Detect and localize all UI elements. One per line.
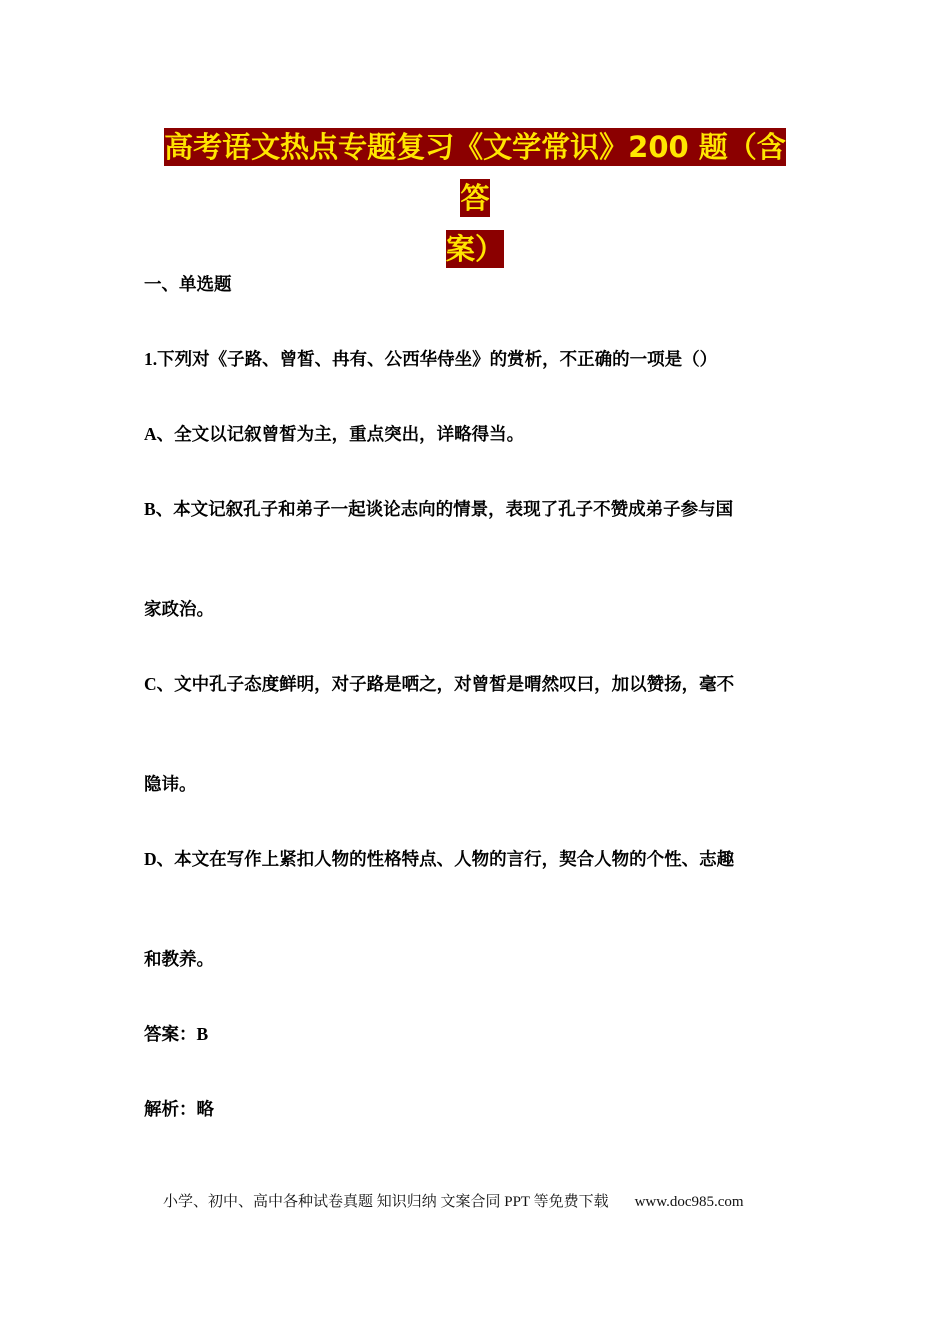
- analysis-value: 略: [196, 1100, 214, 1120]
- question-stem: [144, 346, 717, 371]
- analysis: [144, 1096, 214, 1121]
- option-c: [144, 671, 734, 696]
- option-a-text: 、全文以记叙曾皙为主，重点突出，详略得当。: [156, 425, 525, 445]
- footer-text: 小学、初中、高中各种试卷真题 知识归纳 文案合同 PPT 等免费下载: [163, 1194, 609, 1210]
- answer: [144, 1021, 208, 1046]
- answer-label: 答案：: [144, 1025, 197, 1045]
- document-title: [150, 124, 800, 277]
- option-c-letter: C: [144, 674, 157, 694]
- option-d: [144, 846, 734, 871]
- option-a: [144, 421, 524, 446]
- question-stem-text: 下列对《子路、曾皙、冉有、公西华侍坐》的赏析，不正确的一项是（）: [157, 350, 718, 370]
- option-b-text-line1: 、本文记叙孔子和弟子一起谈论志向的情景，表现了孔子不赞成弟子参与国: [155, 500, 734, 520]
- option-b-text-line2: 家政治。: [144, 600, 214, 620]
- question-number: 1.: [144, 349, 158, 369]
- answer-value: B: [196, 1024, 209, 1044]
- option-c-text-line1: 、文中孔子态度鲜明，对子路是哂之，对曾皙是喟然叹曰，加以赞扬，毫不: [156, 675, 735, 695]
- option-d-letter: D: [144, 849, 157, 869]
- option-c-text-line2: 隐讳。: [144, 775, 197, 795]
- option-a-letter: A: [144, 424, 157, 444]
- footer-url[interactable]: www.doc985.com: [634, 1194, 744, 1210]
- title-line-1: 高考语文热点专题复习《文学常识》200 题（含答: [164, 130, 786, 215]
- page-footer: [163, 1190, 744, 1211]
- option-d-text-line2: 和教养。: [144, 950, 214, 970]
- option-b-letter: B: [144, 499, 156, 519]
- title-line-2: 案）: [445, 232, 504, 266]
- analysis-label: 解析：: [144, 1100, 197, 1120]
- option-b: [144, 496, 733, 521]
- section-heading: 一、单选题: [144, 275, 232, 295]
- option-d-text-line1: 、本文在写作上紧扣人物的性格特点、人物的言行，契合人物的个性、志趣: [156, 850, 735, 870]
